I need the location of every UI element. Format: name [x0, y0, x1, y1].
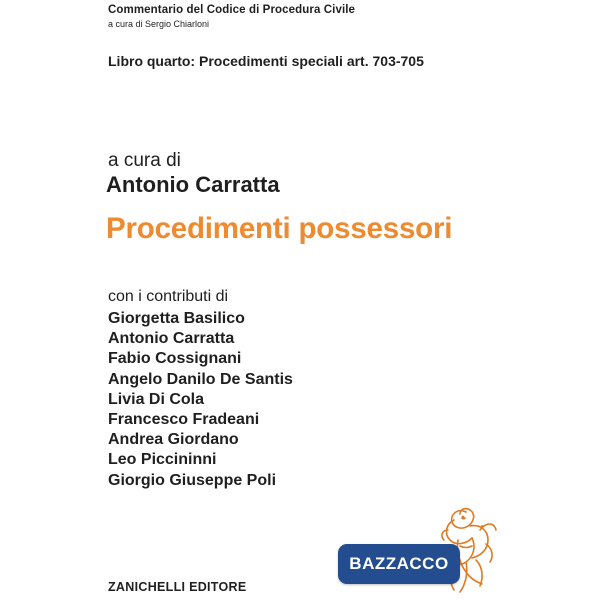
volume-title: Libro quarto: Procedimenti speciali art. 703-705 — [108, 53, 424, 69]
contributor-name: Angelo Danilo De Santis — [108, 370, 293, 388]
contributor-name: Francesco Fradeani — [108, 411, 260, 429]
contributor-name: Andrea Giordano — [108, 431, 239, 449]
series-editor: a cura di Sergio Chiarloni — [108, 19, 210, 29]
contributor-name: Leo Piccininni — [108, 451, 217, 469]
contributor-name: Giorgio Giuseppe Poli — [108, 471, 277, 489]
curator-name: Antonio Carratta — [106, 172, 280, 197]
contributor-name: Giorgetta Basilico — [108, 310, 245, 327]
contributors-list — [108, 309, 293, 491]
contributor-name: Livia Di Cola — [108, 390, 205, 408]
seller-badge[interactable]: BAZZACCO — [338, 544, 460, 584]
publisher-name: ZANICHELLI EDITORE — [108, 580, 247, 594]
series-title: Commentario del Codice di Procedura Civile — [108, 4, 356, 16]
book-title: Procedimenti possessori — [106, 212, 453, 245]
curator-prefix: a cura di — [108, 150, 181, 171]
contributor-name: Antonio Carratta — [108, 330, 235, 348]
contributors-intro: con i contributi di — [108, 288, 229, 305]
contributor-name: Fabio Cossignani — [108, 350, 242, 368]
